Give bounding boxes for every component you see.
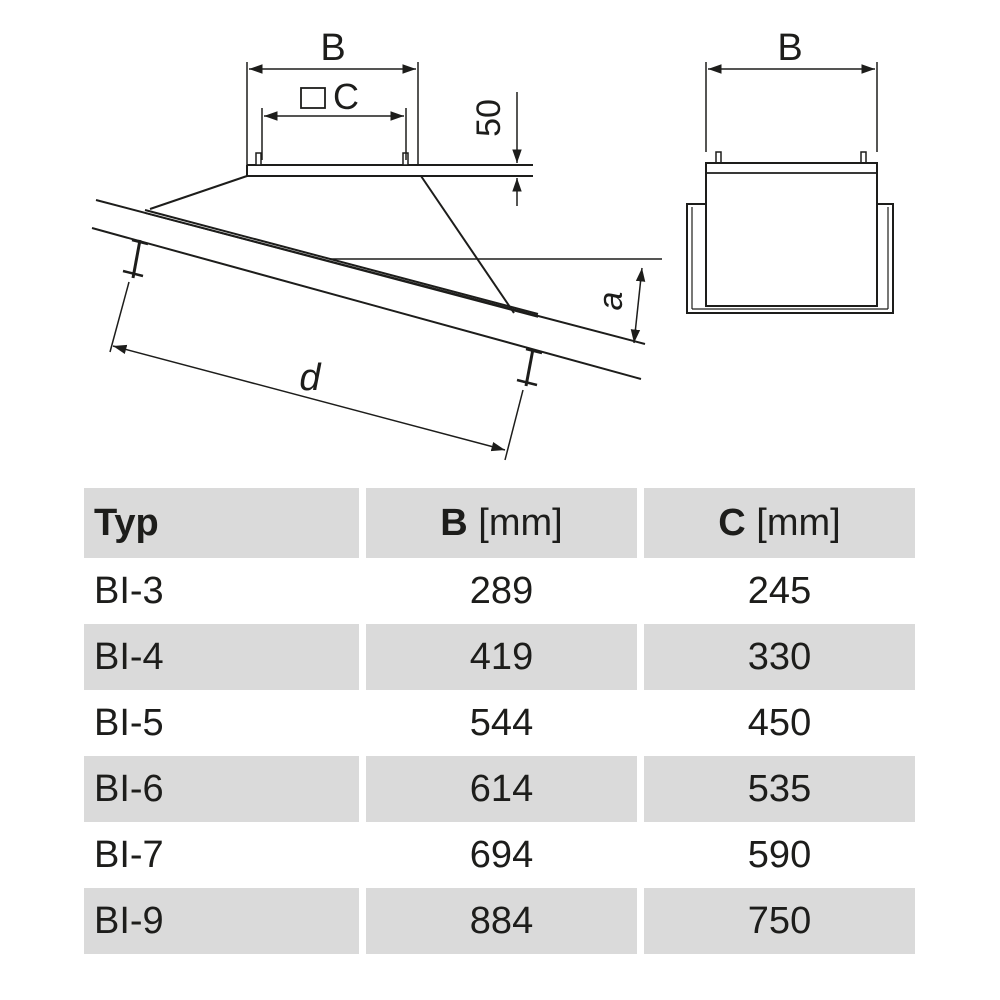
cell-c: 750 — [637, 888, 915, 954]
a-label: a — [592, 291, 630, 311]
roof-top-line — [96, 200, 645, 344]
cell-typ: BI-4 — [84, 624, 359, 690]
cell-c: 590 — [637, 822, 915, 888]
cell-b: 614 — [359, 756, 637, 822]
table-row — [84, 558, 915, 624]
b-label-front: B — [777, 27, 803, 69]
hood-right-edge — [421, 176, 514, 313]
b-label-side: B — [320, 27, 346, 69]
cell-c: 535 — [637, 756, 915, 822]
header-b-unit: [mm] — [478, 501, 563, 544]
d-label: d — [299, 357, 321, 399]
header-b — [359, 488, 637, 558]
header-typ-text: Typ — [94, 501, 159, 544]
cell-b: 419 — [359, 624, 637, 690]
table-row — [84, 822, 915, 888]
technical-drawing — [0, 0, 1000, 480]
a-dimension-line — [634, 268, 642, 343]
dimension-table — [84, 488, 915, 954]
header-typ — [84, 488, 359, 558]
d-extension-right — [505, 390, 523, 460]
cell-b: 884 — [359, 888, 637, 954]
cell-c: 245 — [637, 558, 915, 624]
cell-typ: BI-5 — [94, 701, 164, 744]
cell-typ: BI-3 — [94, 569, 164, 612]
d-extension-left — [110, 282, 129, 352]
c-label-side: C — [333, 76, 359, 117]
table-row — [84, 756, 915, 822]
cell-typ: BI-7 — [94, 833, 164, 876]
table-row — [84, 624, 915, 690]
cell-b: 544 — [359, 690, 637, 756]
front-pin-left — [716, 152, 721, 163]
table-header-row — [84, 488, 915, 558]
front-view — [687, 27, 893, 313]
table-row — [84, 690, 915, 756]
cell-b: 289 — [359, 558, 637, 624]
roof-bottom-line — [92, 228, 641, 379]
cell-c: 330 — [637, 624, 915, 690]
header-c — [637, 488, 915, 558]
pin-left — [256, 153, 261, 165]
hood-left-edge — [150, 176, 247, 209]
fifty-label: 50 — [470, 99, 508, 137]
side-view — [92, 27, 662, 460]
cell-b: 694 — [359, 822, 637, 888]
header-c-symbol: C — [718, 501, 746, 544]
cell-typ: BI-9 — [84, 888, 359, 954]
front-body — [706, 163, 877, 306]
bolt-right-icon — [517, 349, 542, 386]
front-pin-right — [861, 152, 866, 163]
table-row — [84, 888, 915, 954]
cell-c: 450 — [637, 690, 915, 756]
square-symbol-icon — [301, 88, 325, 108]
header-c-unit: [mm] — [756, 501, 841, 544]
bolt-left-icon — [123, 240, 148, 278]
cell-typ: BI-6 — [84, 756, 359, 822]
header-b-symbol: B — [440, 501, 468, 544]
